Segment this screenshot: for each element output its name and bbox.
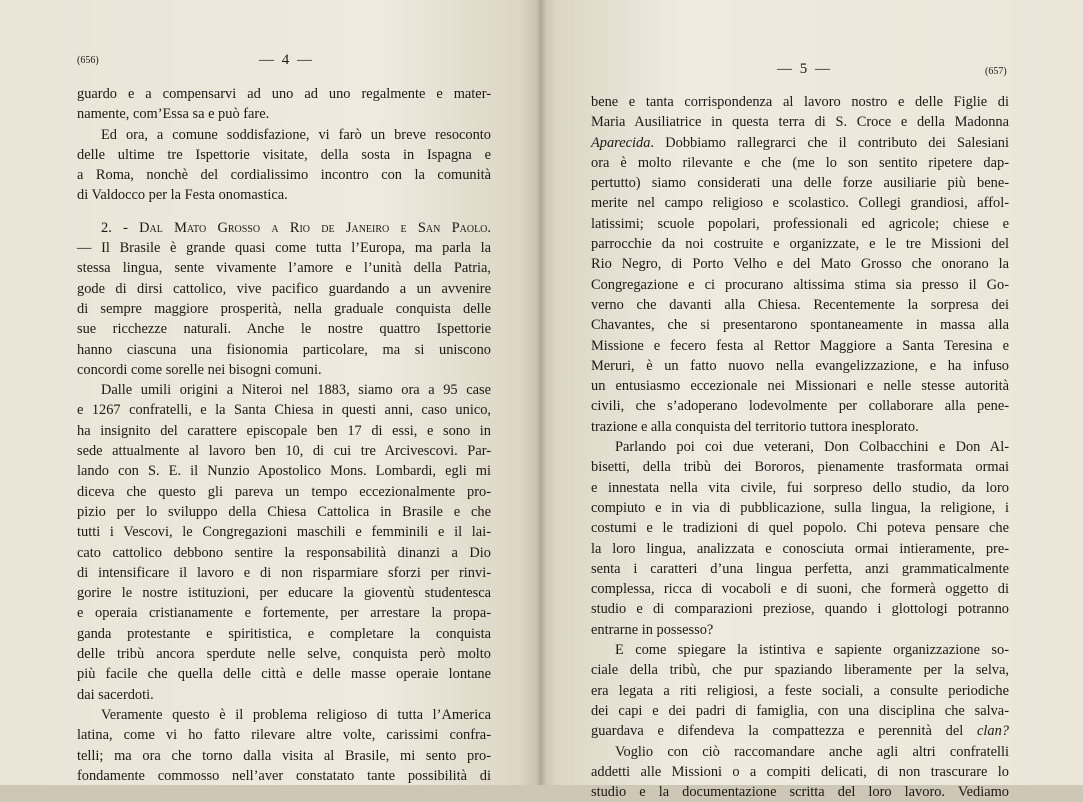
text-line: complessa, ricca di vocaboli e di suoni, che formerà oggetto di <box>591 581 1009 598</box>
text-line: e innestata nella vita civile, fui sorpreso dello studio, da loro <box>591 479 1009 496</box>
text-line: Missione e fecero festa al Rettor Maggiore a Santa Teresina e <box>591 337 1009 354</box>
text-line: compiuto e in via di pubblicazione, sulla lingua, la religione, i <box>591 499 1009 516</box>
left-page-number: — 4 — <box>259 52 314 68</box>
text-line: guardava e difendeva la compattezza e perennità del clan? <box>591 723 1009 740</box>
text-line: — Il Brasile è grande quasi come tutta l’Europa, ma parla la <box>77 240 491 257</box>
text-line: un entusiasmo eccezionale nei Missionari e nelle stesse autorità <box>591 378 1009 395</box>
text-line: Congregazione e ci procurano altissima stima sia presso il Go- <box>591 276 1009 293</box>
text-line: di intensificare il lavoro e di non risparmiare sforzi per rinvi- <box>77 564 491 581</box>
text-line: e operaia cristianamente e fortemente, per arrestare la propa- <box>77 605 491 622</box>
text-line: entrarne in possesso? <box>591 621 714 638</box>
text-line: namente, com’Essa sa e può fare. <box>77 106 270 123</box>
text-line: studio e di comparazioni preziose, quando i glottologi potranno <box>591 601 1009 618</box>
right-page-number: — 5 — <box>777 61 832 77</box>
text-line: Chavantes, che si presentarono spontaneamente in massa alla <box>591 317 1009 334</box>
section-gap <box>77 206 491 218</box>
text-line: ora è molto rilevante e che (me lo son sentito ripetere dap- <box>591 154 1009 171</box>
text-line: era legata a riti religiosi, a feste sociali, a consulte periodiche <box>591 682 1009 699</box>
text-line: pizio per lo sviluppo della Chiesa Cattolica in Brasile e che <box>77 503 491 520</box>
text-line: verno che davanti alla Chiesa. Recentemente la sorpresa dei <box>591 296 1009 313</box>
text-line: ha insignito del carattere episcopale ben 17 di essi, e sono in <box>77 422 491 439</box>
text-line: delle ultime tre Ispettorie visitate, della sosta in Ispagna e <box>77 146 491 163</box>
text-line: Voglio con ciò raccomandare anche agli altri confratelli <box>615 743 1009 760</box>
text-line: senta i caratteri d’una lingua perfetta, anzi grammaticalmente <box>591 560 1009 577</box>
section-heading: 2. - Dal Mato Grosso a Rio de Janeiro e San Paolo. <box>101 219 491 236</box>
text-line: merite nel campo religioso e scolastico. Collegi grandiosi, affol- <box>591 195 1009 212</box>
text-line: ganda protestante e spiritistica, e completare la conquista <box>77 625 491 642</box>
text-line: Veramente questo è il problema religioso di tutta l’America <box>101 706 491 723</box>
left-folio: (656) <box>77 55 99 66</box>
text-line: Aparecida. Dobbiamo rallegrarci che il contributo dei Salesiani <box>591 134 1009 151</box>
text-line: Parlando poi coi due veterani, Don Colbacchini e Don Al- <box>615 439 1009 456</box>
text-line: sede attualmente al lavoro ben 10, di cui tre Arcivescovi. Par- <box>77 443 491 460</box>
text-line: costumi e le tradizioni di quel popolo. Chi poteva pensare che <box>591 520 1009 537</box>
text-line: di sempre maggiore prosperità, nella graduale conquista delle <box>77 300 491 317</box>
italic-term: Aparecida <box>591 134 651 151</box>
italic-term: clan? <box>977 723 1009 740</box>
text-line: Ed ora, a comune soddisfazione, vi farò un breve resoconto <box>101 126 491 143</box>
text-line: diceva che questo gli pareva un tempo eccezionalmente pro- <box>77 483 491 500</box>
right-page <box>541 0 1083 801</box>
text-line: bisetti, della tribù dei Bororos, pienamente trasformata ormai <box>591 459 1009 476</box>
text-line: pertutto) siamo considerati una delle forze ausiliarie più bene- <box>591 175 1009 192</box>
text-line: a Roma, nonchè del cordialissimo incontro con la comunità <box>77 167 491 184</box>
left-body-text <box>77 84 491 786</box>
book-gutter <box>536 0 546 785</box>
right-folio: (657) <box>985 66 1007 77</box>
text-line: fondamente commosso nell’aver constatato tante possibilità di <box>77 767 491 784</box>
text-line: studio e la documentazione scritta del loro lavoro. Vediamo <box>591 784 1009 801</box>
text-line: Maria Ausiliatrice in questa terra di S. Croce e della Madonna <box>591 114 1009 131</box>
text-line: Dalle umili origini a Niteroi nel 1883, siamo ora a 95 case <box>101 382 491 399</box>
right-body-text <box>591 92 1009 802</box>
left-page <box>0 0 541 785</box>
text-line: parrocchie da noi costruite e organizzate, e le tre Missioni del <box>591 236 1009 253</box>
text-line: addetti alle Missioni o a compiti delicati, di non trascurare lo <box>591 763 1009 780</box>
text-line: dei capi e dei padri di famiglia, con una disciplina che salva- <box>591 702 1009 719</box>
text-line: più facile che quella delle città e delle masse operaie lontane <box>77 666 491 683</box>
text-line: Meruri, è un fatto nuovo nella evangelizzazione, e ha infuso <box>591 357 1009 374</box>
text-line: hanno ciascuna una fisionomia particolare, ma si uniscono <box>77 341 491 358</box>
text-line: gode di dirsi cattolico, vive pacifico guardando a un avvenire <box>77 280 491 297</box>
text-line: di Valdocco per la Festa onomastica. <box>77 187 288 204</box>
text-line: gorire le nostre istituzioni, per educare la gioventù studentesca <box>77 585 491 602</box>
text-line: latissimi; scuole popolari, professionali ed agricole; chiese e <box>591 215 1009 232</box>
text-line: e 1267 confratelli, e la Santa Chiesa in questi anni, caso unico, <box>77 402 491 419</box>
text-line: la loro lingua, analizzata e conosciuta ormai intieramente, pre- <box>591 540 1009 557</box>
text-line: ciale della tribù, che pur spaziando liberamente per la selva, <box>591 662 1009 679</box>
text-line: telli; ma ora che torno dalla visita al Brasile, mi sento pro- <box>77 747 491 764</box>
text-line: latina, come vi ho fatto rilevare altre volte, carissimi confra- <box>77 727 491 744</box>
text-line: lando con S. E. il Nunzio Apostolico Mons. Lombardi, egli mi <box>77 463 491 480</box>
text-line: trazione e alla conquista del territorio tuttora inesplorato. <box>591 418 919 435</box>
text-line: sue ricchezze naturali. Anche le nostre quattro Ispettorie <box>77 321 491 338</box>
text-line: stessa lingua, sente vivamente l’amore e l’unità della Patria, <box>77 260 491 277</box>
text-line: bene e tanta corrispondenza al lavoro nostro e delle Figlie di <box>591 94 1009 110</box>
text-line: cato cattolico debbono sentire la responsabilità dinanzi a Dio <box>77 544 491 561</box>
text-line: E come spiegare la istintiva e sapiente organizzazione so- <box>615 642 1009 659</box>
text-line: concordi come sorelle nei bisogni comuni. <box>77 361 322 378</box>
text-line: guardo e a compensarvi ad uno ad uno regalmente e mater- <box>77 86 491 102</box>
text-line: tutti i Vescovi, le Congregazioni maschili e femminili e il lai- <box>77 524 491 541</box>
text-line: Rio Negro, di Porto Velho e del Mato Grosso che onorano la <box>591 256 1009 273</box>
text-line: civili, che s’adoperano lodevolmente per collaborare alla pene- <box>591 398 1009 415</box>
text-line: delle tribù ancora sperdute nelle selve, conquista però molto <box>77 646 491 663</box>
text-line: dai sacerdoti. <box>77 686 154 703</box>
